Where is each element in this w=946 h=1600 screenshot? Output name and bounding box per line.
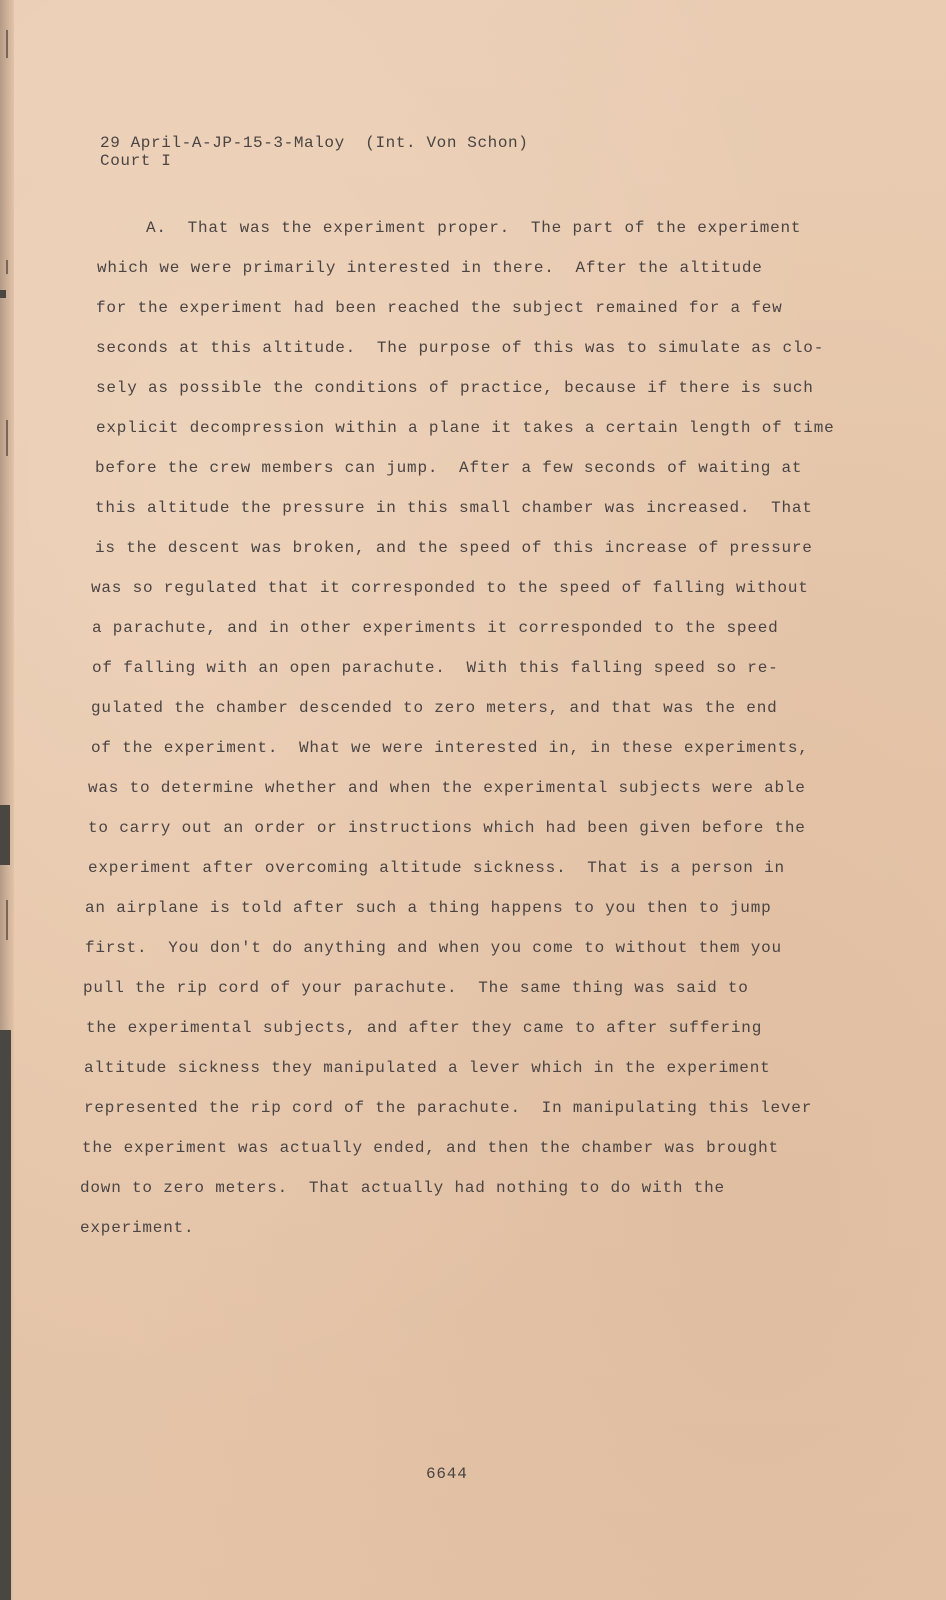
text-line: of the experiment. What we were interested in, in these experiments,: [91, 739, 809, 757]
text-line: experiment after overcoming altitude sickness. That is a person in: [88, 859, 785, 877]
text-line: pull the rip cord of your parachute. The same thing was said to: [83, 979, 749, 997]
text-line: is the descent was broken, and the speed of this increase of pressure: [95, 539, 813, 557]
edge-mark: [6, 30, 8, 58]
edge-mark: [6, 260, 8, 274]
edge-mark: [6, 900, 8, 940]
text-line: gulated the chamber descended to zero meters, and that was the end: [91, 699, 778, 717]
document-header: [100, 134, 528, 170]
text-line: experiment.: [80, 1219, 195, 1237]
text-line: the experiment was actually ended, and then the chamber was brought: [82, 1139, 779, 1157]
text-line: seconds at this altitude. The purpose of this was to simulate as clo-: [96, 339, 825, 357]
text-line: was so regulated that it corresponded to the speed of falling without: [91, 579, 809, 597]
header-case-line: 29 April-A-JP-15-3-Maloy (Int. Von Schon): [100, 134, 529, 152]
text-line: the experimental subjects, and after they came to after suffering: [86, 1019, 763, 1037]
text-line: for the experiment had been reached the subject remained for a few: [96, 299, 783, 317]
edge-mark: [6, 420, 8, 456]
text-line: first. You don't do anything and when you come to without them you: [85, 939, 782, 957]
text-line: this altitude the pressure in this small chamber was increased. That: [95, 499, 813, 517]
page-tear: [0, 290, 6, 298]
text-line: which we were primarily interested in there. After the altitude: [97, 259, 763, 277]
text-line: altitude sickness they manipulated a lever which in the experiment: [84, 1059, 771, 1077]
text-line: explicit decompression within a plane it takes a certain length of time: [96, 419, 835, 437]
text-line: was to determine whether and when the experimental subjects were able: [88, 779, 806, 797]
text-line: represented the rip cord of the parachute. In manipulating this lever: [84, 1099, 813, 1117]
text-line: an airplane is told after such a thing happens to you then to jump: [85, 899, 772, 917]
page-number: 6644: [426, 1465, 468, 1483]
text-line: sely as possible the conditions of practice, because if there is such: [96, 379, 814, 397]
text-line: of falling with an open parachute. With this falling speed so re-: [92, 659, 779, 677]
text-line: a parachute, and in other experiments it corresponded to the speed: [92, 619, 779, 637]
page-tear: [0, 1030, 11, 1600]
text-line: A. That was the experiment proper. The part of the experiment: [146, 219, 802, 237]
text-line: before the crew members can jump. After a few seconds of waiting at: [95, 459, 803, 477]
text-line: down to zero meters. That actually had nothing to do with the: [80, 1179, 725, 1197]
page-tear: [0, 805, 10, 865]
header-court-line: Court I: [100, 152, 172, 170]
text-line: to carry out an order or instructions which had been given before the: [88, 819, 806, 837]
